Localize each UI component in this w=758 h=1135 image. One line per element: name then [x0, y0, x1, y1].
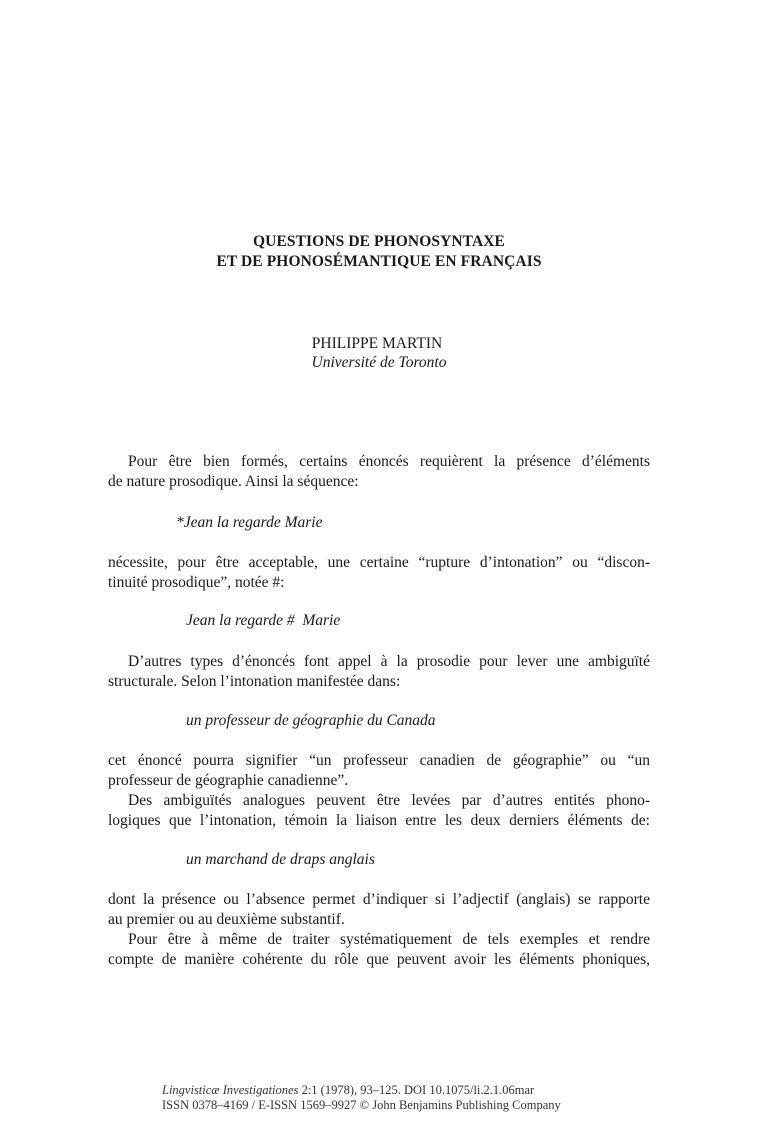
paragraph-5 [108, 791, 650, 831]
paragraph-2 [108, 553, 650, 593]
title-line-2: ET DE PHONOSÉMANTIQUE EN FRANÇAIS [216, 253, 542, 270]
text-line: Pour être bien formés, certains énoncés requièrent la présence d’éléments [128, 453, 650, 470]
text-line: professeur de géographie canadienne”. [108, 772, 349, 789]
text-line: de nature prosodique. Ainsi la séquence: [108, 473, 359, 490]
author-name: PHILIPPE MARTIN [311, 335, 443, 352]
paragraph-3 [108, 652, 650, 692]
text-line: au premier ou au deuxième substantif. [108, 911, 345, 928]
article-title [0, 232, 758, 272]
paragraph-7 [108, 930, 650, 970]
text-line: Pour être à même de traiter systématiquement de tels exemples et rendre [128, 931, 650, 948]
text-line: dont la présence ou l’absence permet d’indiquer si l’adjectif (anglais) se rapporte [108, 891, 650, 908]
text-line: logiques que l’intonation, témoin la liaison entre les deux derniers éléments de: [108, 812, 650, 829]
text-line: Des ambiguïtés analogues peuvent être levées par d’autres entités phono- [128, 792, 650, 809]
text-line: tinuité prosodique”, notée #: [108, 574, 285, 591]
text-line: D’autres types d’énoncés font appel à la prosodie pour lever une ambiguïté [128, 653, 650, 670]
author-affiliation: Université de Toronto [311, 354, 447, 371]
paragraph-4 [108, 751, 650, 791]
citation-line [162, 1083, 592, 1098]
paragraph-6 [108, 890, 650, 930]
issn-line: ISSN 0378–4169 / E-ISSN 1569–9927 © John Benjamins Publishing Company [162, 1098, 561, 1112]
citation-details: 2:1 (1978), 93–125. DOI 10.1075/li.2.1.06mar [298, 1083, 535, 1097]
example-4: un marchand de draps anglais [186, 851, 375, 868]
paragraph-1 [108, 452, 650, 492]
text-line: structurale. Selon l’intonation manifestée dans: [108, 673, 401, 690]
text-line: compte de manière cohérente du rôle que peuvent avoir les éléments phoniques, [108, 951, 650, 968]
text-line: cet énoncé pourra signifier “un professeur canadien de géographie” ou “un [108, 752, 650, 769]
journal-name: Lingvisticæ Investigationes [162, 1083, 299, 1097]
title-line-1: QUESTIONS DE PHONOSYNTAXE [253, 233, 505, 250]
example-2: Jean la regarde # Marie [186, 612, 341, 629]
citation-footer [162, 1083, 592, 1113]
text-line: nécessite, pour être acceptable, une certaine “rupture d’intonation” ou “discon- [108, 554, 650, 571]
example-1: *Jean la regarde Marie [176, 514, 323, 531]
example-3: un professeur de géographie du Canada [186, 712, 436, 729]
